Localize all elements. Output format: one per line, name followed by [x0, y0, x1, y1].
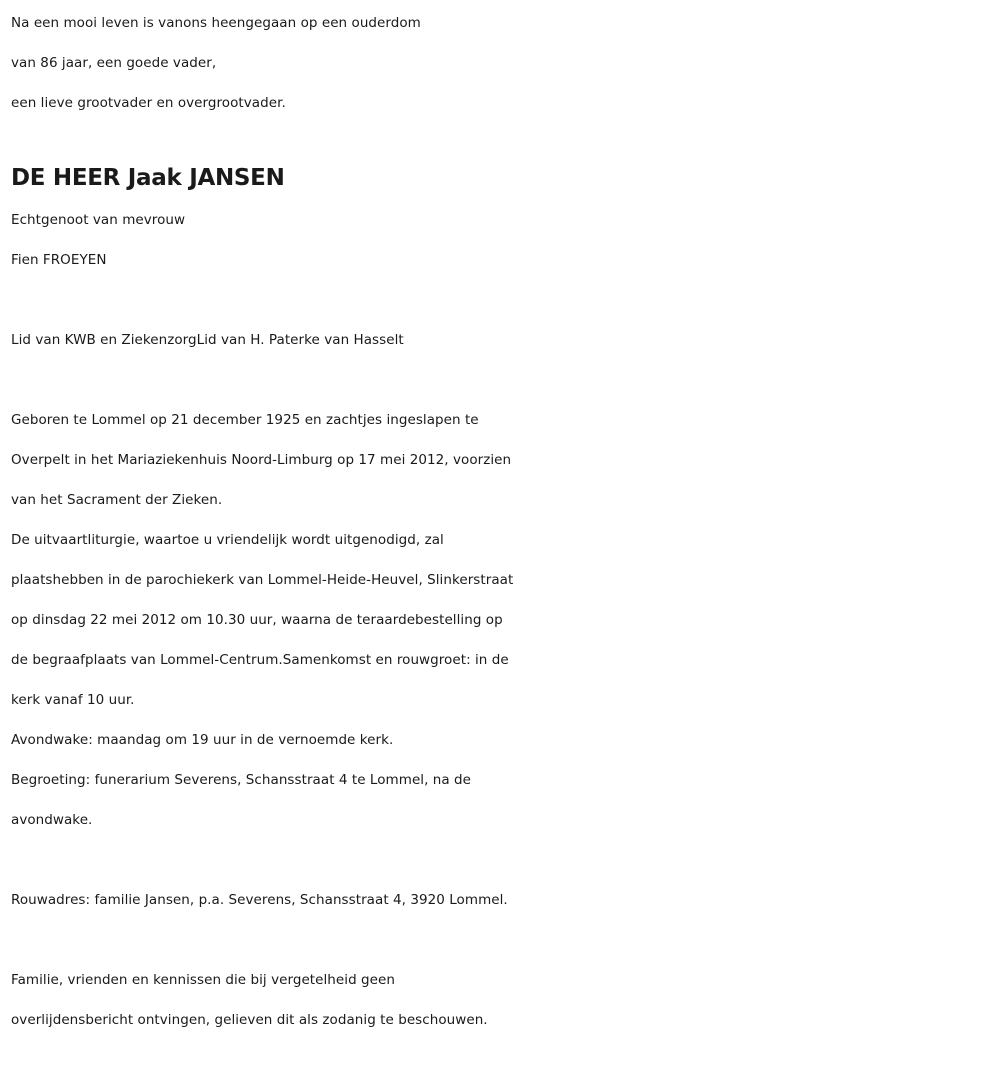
details-line: Geboren te Lommel op 21 december 1925 en zachtjes ingeslapen te	[11, 412, 479, 428]
details-line: plaatshebben in de parochiekerk van Lommel-Heide-Heuvel, Slinkerstraat	[11, 572, 514, 588]
details-line: kerk vanaf 10 uur.	[11, 692, 135, 708]
details-line: de begraafplaats van Lommel-Centrum.Samenkomst en rouwgroet: in de	[11, 652, 509, 668]
closing-line: Familie, vrienden en kennissen die bij vergetelheid geen	[11, 972, 395, 988]
details-line: Overpelt in het Mariaziekenhuis Noord-Limburg op 17 mei 2012, voorzien	[11, 452, 512, 468]
intro-line: Na een mooi leven is vanons heengegaan op een ouderdom	[11, 15, 421, 31]
spouse-line: Echtgenoot van mevrouw	[11, 212, 186, 228]
details-line: op dinsdag 22 mei 2012 om 10.30 uur, waarna de teraardebestelling op	[11, 612, 503, 628]
intro-line: van 86 jaar, een goede vader,	[11, 55, 217, 71]
details-line: Begroeting: funerarium Severens, Schansstraat 4 te Lommel, na de	[11, 772, 472, 788]
details-line: avondwake.	[11, 812, 93, 828]
closing-paragraph	[11, 960, 996, 1040]
details-line: Avondwake: maandag om 19 uur in de vernoemde kerk.	[11, 732, 394, 748]
memberships: Lid van KWB en ZiekenzorgLid van H. Paterke van Hasselt	[11, 332, 404, 348]
deceased-name: DE HEER Jaak JANSEN	[11, 165, 285, 191]
mourning-address: Rouwadres: familie Jansen, p.a. Severens, Schansstraat 4, 3920 Lommel.	[11, 892, 508, 908]
spacer	[11, 360, 996, 400]
details-paragraph	[11, 400, 996, 840]
spouse-name: Fien FROEYEN	[11, 252, 107, 268]
spacer	[11, 280, 996, 320]
intro-paragraph	[11, 3, 996, 123]
closing-line: overlijdensbericht ontvingen, gelieven dit als zodanig te beschouwen.	[11, 1012, 488, 1028]
spacer	[11, 920, 996, 960]
spacer	[11, 840, 996, 880]
obituary-notice	[11, 3, 996, 1040]
intro-line: een lieve grootvader en overgrootvader.	[11, 95, 286, 111]
details-line: van het Sacrament der Zieken.	[11, 492, 223, 508]
spouse-block	[11, 200, 996, 280]
details-line: De uitvaartliturgie, waartoe u vriendelijk wordt uitgenodigd, zal	[11, 532, 444, 548]
